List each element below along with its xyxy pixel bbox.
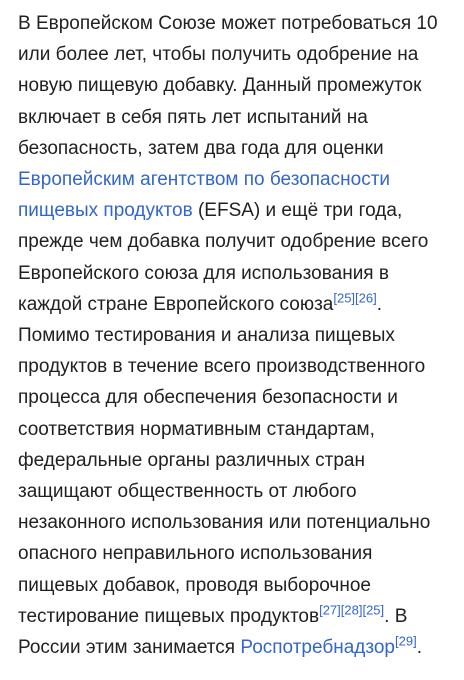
citation-26[interactable]: [355, 291, 377, 306]
citation-29[interactable]: [395, 634, 417, 649]
citation-link[interactable]: [29]: [395, 633, 417, 649]
paragraph-text: В Европейском Союзе может потребоваться 10 или более лет, чтобы получить одобрение на новую пищевую добавку. Данный промежуток включает в себя пять лет испытаний на безопасность, затем два года для оценки: [18, 13, 438, 159]
paragraph-text: (EFSA) и ещё три года, прежде чем добавка получит одобрение всего Европейского союза для использования в каждой стране Европейского союза: [18, 200, 429, 315]
citation-link[interactable]: [26]: [355, 290, 377, 306]
citation-link[interactable]: [27]: [319, 602, 341, 618]
citation-25[interactable]: [333, 291, 355, 306]
citation-27[interactable]: [319, 603, 341, 618]
citation-link[interactable]: [28]: [340, 602, 363, 618]
efsa-link[interactable]: Европейским агентством по безопасности пищевых продуктов: [18, 169, 391, 222]
citation-25-repeat[interactable]: [362, 603, 384, 618]
article-paragraph: [18, 8, 446, 663]
rospotrebnadzor-link[interactable]: Роспотребнадзор: [240, 637, 395, 659]
paragraph-text: . Помимо тестирования и анализа пищевых продуктов в течение всего производственного процесса для обеспечения безопасности и соответствия нормативным стандартам, федеральные органы различных стран защищают общественность от любого незаконного использования или потенциально опасного неправильного использования пищевых добавок, проводя выборочное тестирование пищевых продуктов: [18, 293, 431, 627]
citation-link[interactable]: [25]: [362, 602, 385, 618]
citation-link[interactable]: [25]: [333, 290, 356, 306]
paragraph-text: .: [416, 637, 422, 659]
paragraph-text: . В России этим занимается: [18, 605, 408, 659]
citation-28[interactable]: [341, 603, 363, 618]
